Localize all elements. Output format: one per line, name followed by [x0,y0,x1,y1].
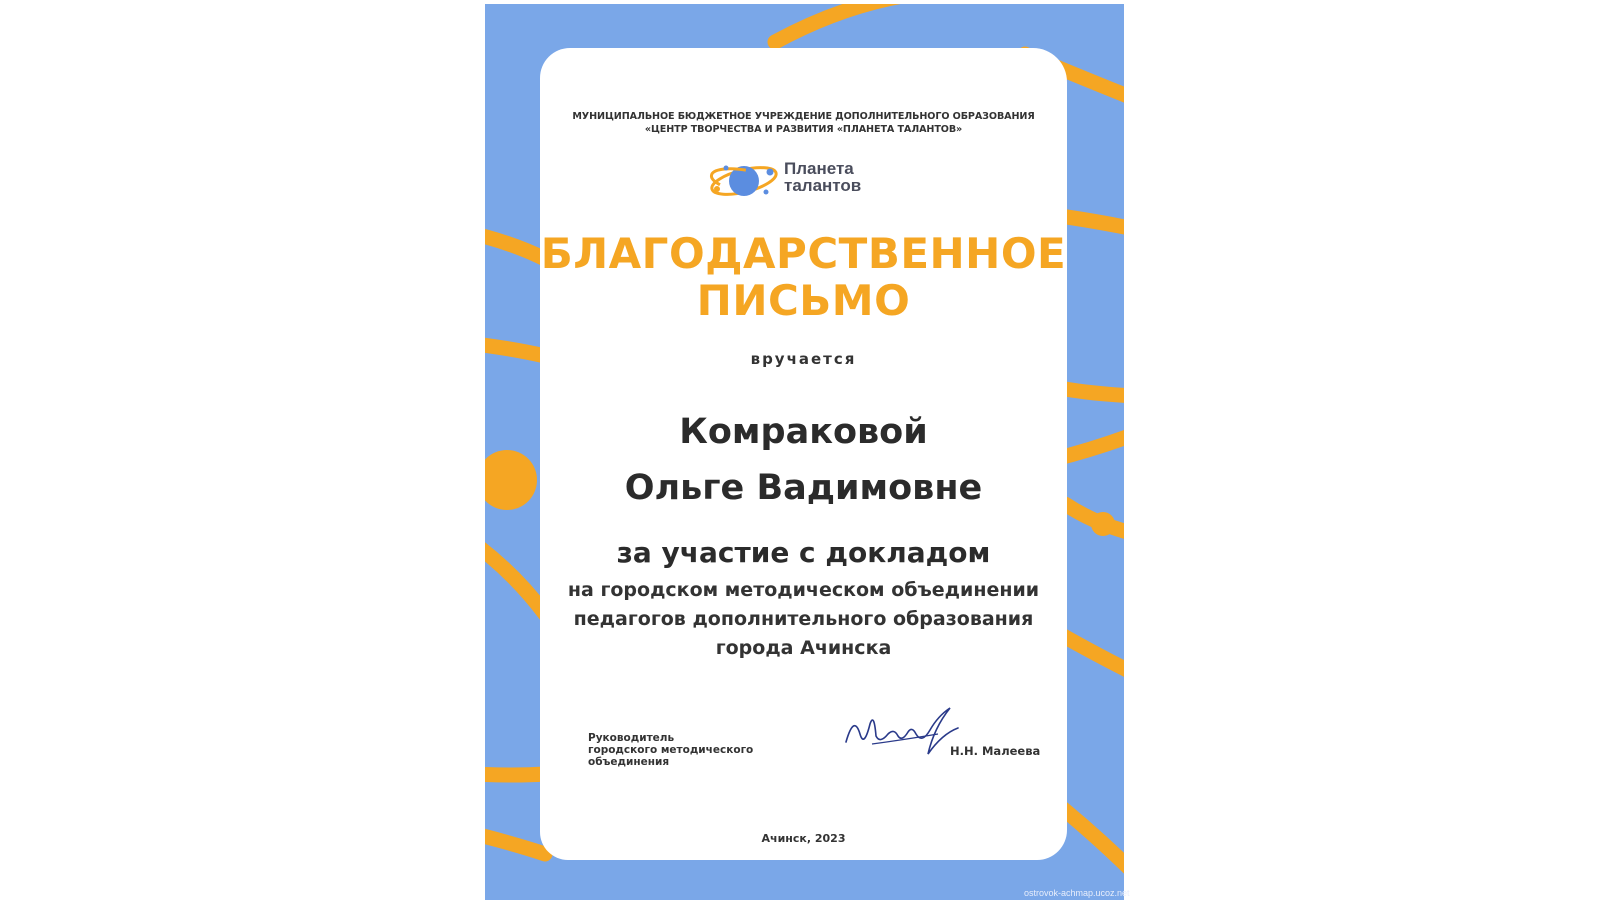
certificate-card [540,48,1067,860]
award-reason: за участие с докладом [616,536,991,569]
logo-line: Планета [784,159,854,178]
award-details [540,576,1067,663]
place-date: Ачинск, 2023 [761,832,846,845]
recipient-line: Ольге Вадимовне [624,468,983,508]
details-line: на городском методическом объединении [567,579,1040,601]
planet-orbit-icon [708,159,780,203]
role-line: Руководитель [588,732,675,744]
logo-line: талантов [784,176,862,195]
details-line: педагогов дополнительного образования [573,608,1034,630]
details-line: города Ачинска [715,637,892,659]
title-line: БЛАГОДАРСТВЕННОЕ [540,229,1067,278]
organization-line: «ЦЕНТР ТВОРЧЕСТВА И РАЗВИТИЯ «ПЛАНЕТА ТАЛАНТОВ» [644,124,963,135]
signatory-name: Н.Н. Малеева [950,744,1041,758]
logo [708,157,888,205]
recipient-line: Комраковой [679,412,928,452]
document-title [540,230,1067,324]
presented-label: вручается [750,350,857,368]
organization-name [540,110,1067,136]
logo-text [784,160,894,194]
organization-line: МУНИЦИПАЛЬНОЕ БЮДЖЕТНОЕ УЧРЕЖДЕНИЕ ДОПОЛНИТЕЛЬНОГО ОБРАЗОВАНИЯ [572,111,1035,122]
signatory-role [588,732,828,768]
source-watermark: ostrovok-achmap.ucoz.net [1024,888,1130,898]
title-line: ПИСЬМО [696,276,911,325]
role-line: городского методического объединения [588,744,754,768]
recipient-name [540,404,1067,516]
certificate [485,4,1124,900]
